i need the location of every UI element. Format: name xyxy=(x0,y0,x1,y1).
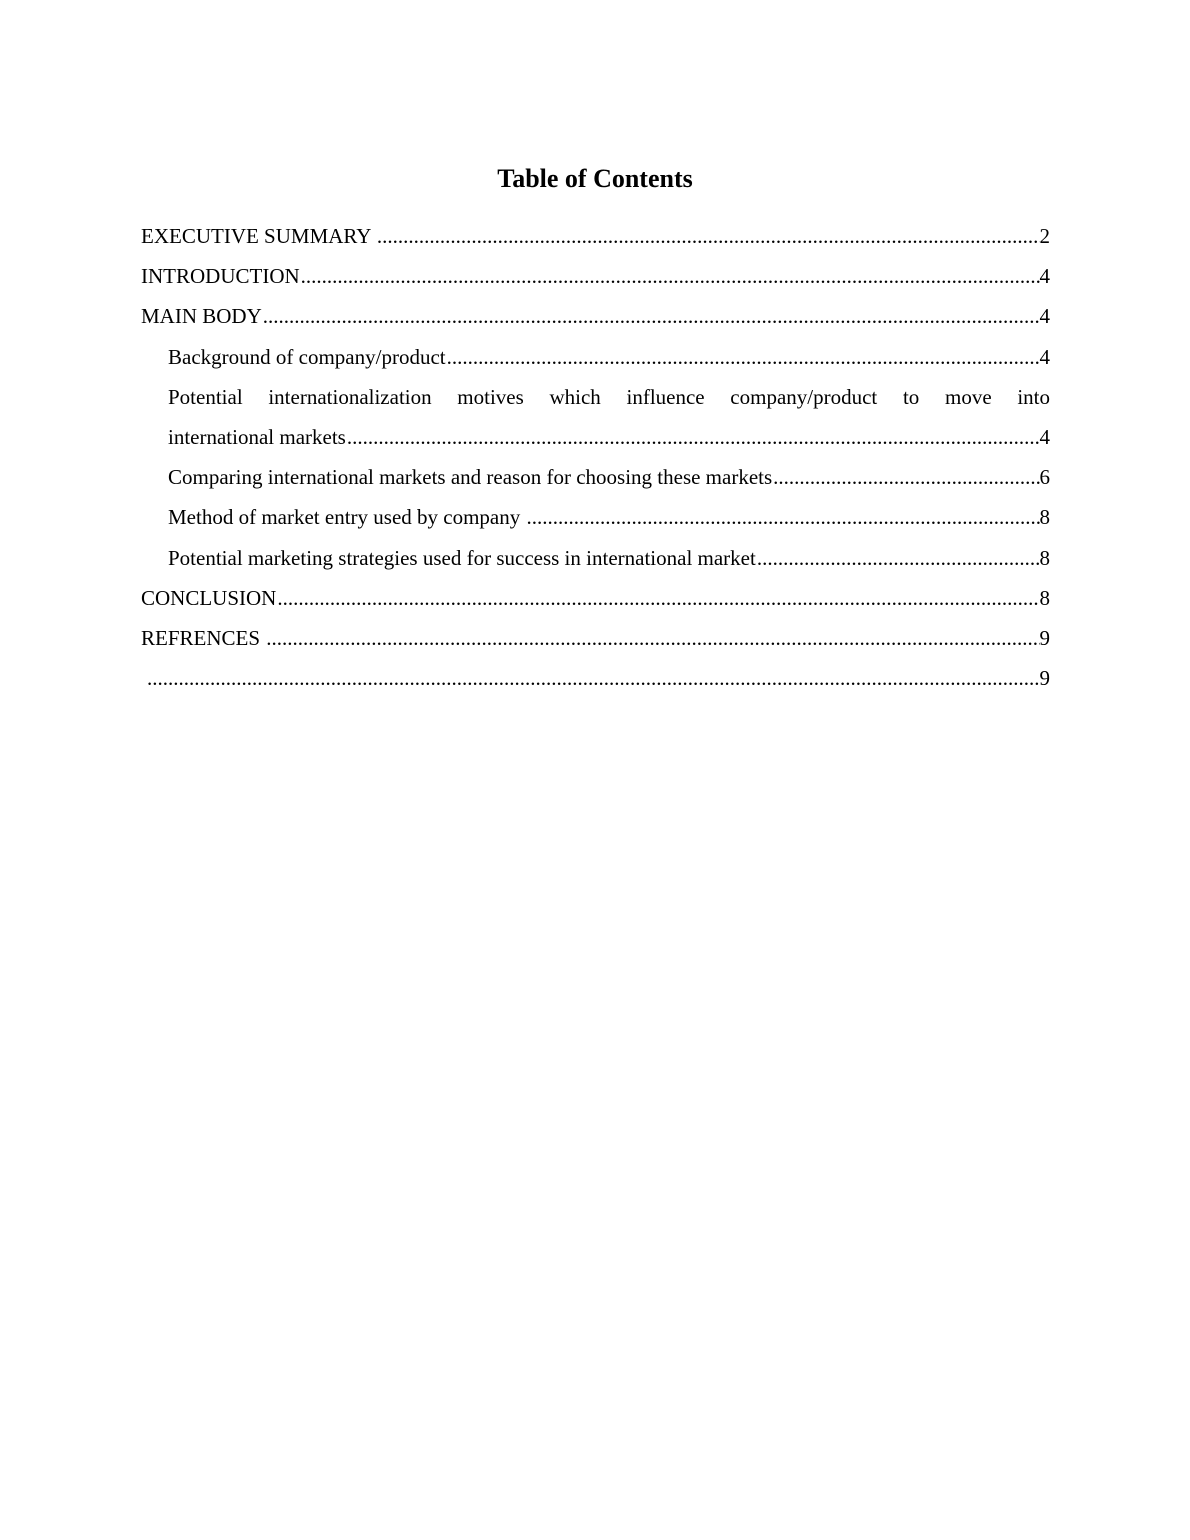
dot-leader xyxy=(527,497,1040,537)
toc-entry-page-number: 2 xyxy=(1039,224,1050,248)
toc-entry-executive-summary[interactable] xyxy=(141,216,1050,256)
toc-entry-background[interactable] xyxy=(141,337,1050,377)
toc-entry-label: INTRODUCTION xyxy=(141,264,300,289)
toc-entry-conclusion[interactable] xyxy=(141,578,1050,618)
toc-entry-introduction[interactable] xyxy=(141,256,1050,296)
dot-leader xyxy=(377,216,1040,256)
toc-entry-page-number: 4 xyxy=(1039,264,1050,289)
toc-entry-page-number: 8 xyxy=(1039,505,1050,530)
toc-entry-label: Potential internationalization motives which influence company/product to move into xyxy=(168,384,1050,409)
toc-entry-label: Potential marketing strategies used for success in international market xyxy=(168,545,756,570)
toc-entry-page-number: 4 xyxy=(1039,344,1050,369)
toc-entry-label: EXECUTIVE SUMMARY xyxy=(141,224,376,248)
dot-leader xyxy=(147,658,1040,698)
toc-entry-label: REFRENCES xyxy=(141,625,266,650)
dot-leader xyxy=(757,538,1040,578)
toc-entry-internationalization-motives[interactable] xyxy=(141,377,1050,457)
toc-entry-marketing-strategies[interactable] xyxy=(141,538,1050,578)
toc-entry-page-number: 9 xyxy=(1039,625,1050,650)
toc-entry-page-number: 4 xyxy=(1039,304,1050,329)
dot-leader xyxy=(301,256,1040,296)
toc-entry-page-number: 8 xyxy=(1039,545,1050,570)
dot-leader xyxy=(447,337,1040,377)
toc-entry-market-entry-method[interactable] xyxy=(141,497,1050,537)
toc-entry-page-number: 4 xyxy=(1039,424,1050,449)
toc-entry-page-number: 8 xyxy=(1039,585,1050,610)
toc-list xyxy=(141,216,1050,698)
toc-entry-page-number: 9 xyxy=(1039,666,1050,691)
toc-title: Table of Contents xyxy=(497,164,693,193)
dot-leader xyxy=(773,457,1039,497)
toc-entry-references[interactable] xyxy=(141,618,1050,658)
toc-entry-untitled[interactable] xyxy=(141,658,1050,698)
toc-entry-continuation xyxy=(168,417,1050,457)
toc-entry-label: CONCLUSION xyxy=(141,585,277,610)
toc-entry-label: international markets xyxy=(168,424,346,449)
dot-leader xyxy=(266,618,1039,658)
toc-entry-label: Background of company/product xyxy=(168,344,446,369)
toc-entry-page-number: 6 xyxy=(1039,465,1050,490)
toc-entry-main-body[interactable] xyxy=(141,296,1050,336)
toc-entry-label: Comparing international markets and reason for choosing these markets xyxy=(168,465,773,490)
toc-entry-comparing-markets[interactable] xyxy=(141,457,1050,497)
dot-leader xyxy=(263,296,1040,336)
dot-leader xyxy=(347,417,1040,457)
dot-leader xyxy=(277,578,1039,618)
toc-entry-label: MAIN BODY xyxy=(141,304,262,329)
toc-entry-label: Method of market entry used by company xyxy=(168,505,526,530)
